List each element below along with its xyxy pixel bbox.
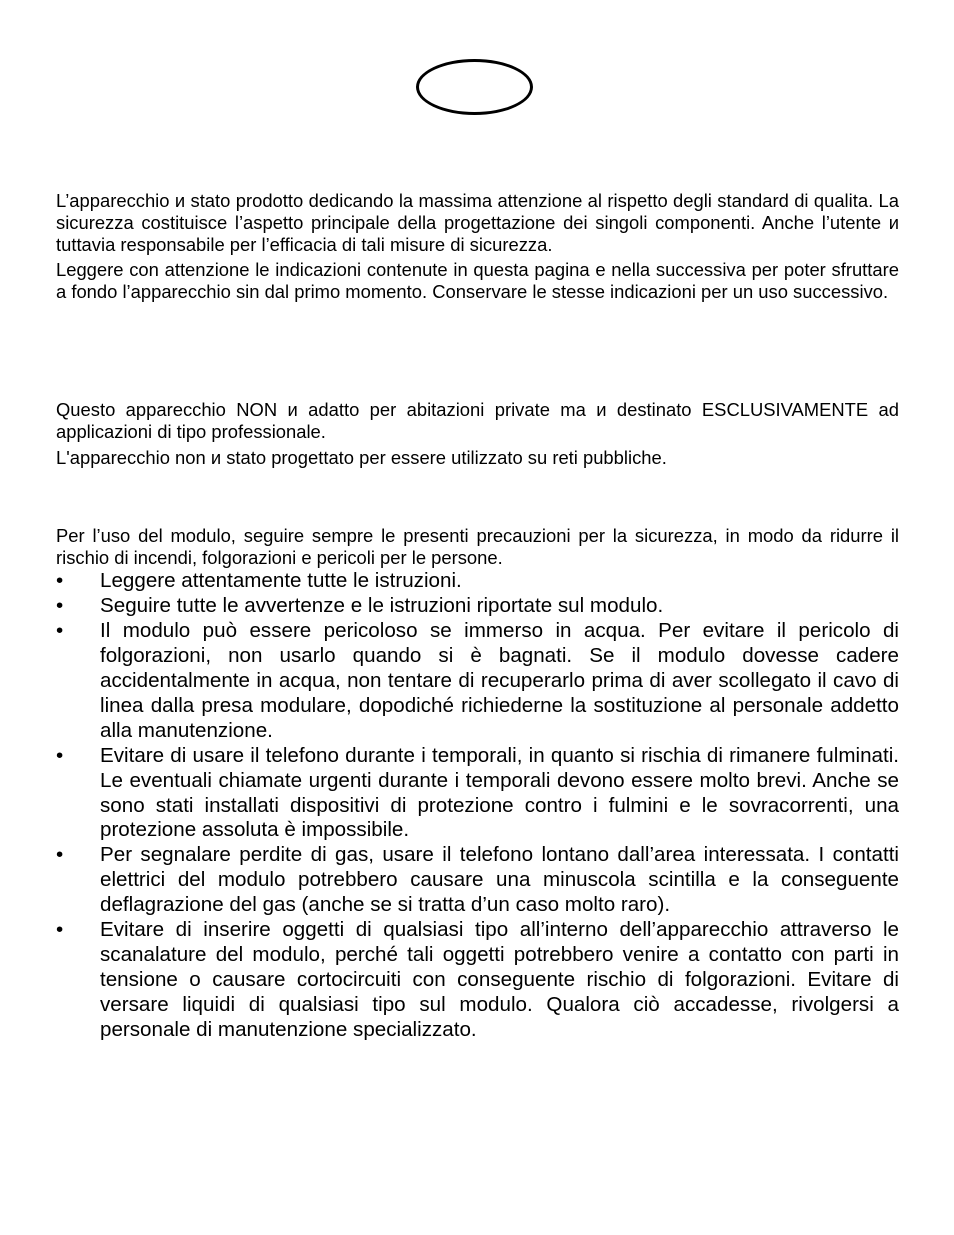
bullet-icon: • [56,743,64,767]
list-item-text: Seguire tutte le avvertenze e le istruzioni riportate sul modulo. [100,594,664,618]
read-instructions-paragraph: Leggere con attenzione le indicazioni contenute in questa pagina e nella successiva per poter sfruttare a fondo l’apparecchio sin dal primo momento. Conservare le stesse indicazioni per un uso successivo. [56,258,899,302]
list-item-text: Evitare di usare il telefono durante i temporali, in quanto si rischia di rimanere fulminati. Le eventuali chiamate urgenti durante i temporali devono essere molto brevi. Anche se sono stati installati dispositivi di protezione contro i fulmini e le sovracorrenti, una protezione assoluta è impossibile. [100,743,899,842]
list-item [56,619,899,744]
safety-intro-paragraph: Per l’uso del modulo, seguire sempre le presenti precauzioni per la sicurezza, in modo da ridurre il rischio di incendi, folgorazioni e pericoli per le persone. [56,525,899,569]
safety-section [56,525,899,1043]
professional-use-paragraph: Questo apparecchio NON и adatto per abitazioni private ma и destinato ESCLUSIVAMENTE ad applicazioni di tipo professionale. [56,399,899,443]
bullet-icon: • [56,619,64,643]
list-item [56,594,899,619]
quality-paragraph: L’apparecchio и stato prodotto dedicando la massima attenzione al rispetto degli standard di qualita. La sicurezza costituisce l’aspetto principale della progettazione dei singoli componenti. Anche l’utente и tuttavia responsabile per l’efficacia di tali misure di sicurezza. [56,190,899,256]
list-item-text: Leggere attentamente tutte le istruzioni. [100,569,462,593]
bullet-icon: • [56,843,64,867]
list-item [56,744,899,844]
list-item [56,843,899,918]
oval-symbol [416,59,533,115]
professional-use-section [56,399,899,470]
quality-section [56,190,899,303]
list-item-text: Per segnalare perdite di gas, usare il telefono lontano dall’area interessata. I contatti elettrici del modulo potrebbero causare una minuscola scintilla e la conseguente deflagrazione del gas (anche se si tratta d’un caso molto raro). [100,843,899,917]
bullet-icon: • [56,569,64,593]
list-item [56,918,899,1043]
public-networks-paragraph: L'apparecchio non и stato progettato per essere utilizzato su reti pubbliche. [56,447,667,469]
bullet-icon: • [56,918,64,942]
list-item-text: Evitare di inserire oggetti di qualsiasi tipo all’interno dell’apparecchio attraverso le scanalature del modulo, perché tali oggetti potrebbero venire a contatto con parti in tensione o causare cortocircuiti con conseguente rischio di folgorazioni. Evitare di versare liquidi di qualsiasi tipo sul modulo. Qualora ciò accadesse, rivolgersi a personale di manutenzione specializzato. [100,918,899,1041]
list-item [56,569,899,594]
bullet-icon: • [56,594,64,618]
list-item-text: Il modulo può essere pericoloso se immerso in acqua. Per evitare il pericolo di folgorazioni, non usarlo quando si è bagnati. Se il modulo dovesse cadere accidentalmente in acqua, non tentare di recuperarlo prima di aver scollegato il cavo di linea dalla presa modulare, dopodiché richiederne la sostituzione al personale addetto alla manutenzione. [100,619,899,742]
safety-bullet-list [56,569,899,1042]
